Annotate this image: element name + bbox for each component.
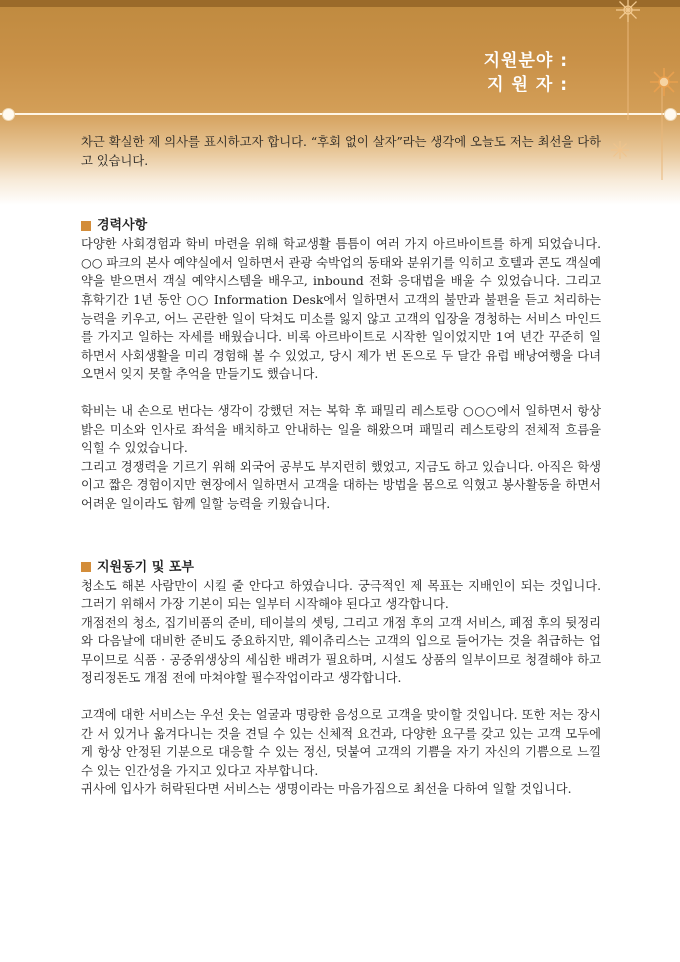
spacer [81,514,601,558]
banner-divider-line [0,113,680,115]
resume-content [81,133,601,799]
career-title-text: 경력사항 [97,218,148,234]
spacer [81,688,601,706]
motivation-section-title [81,558,601,577]
banner-top-line [0,0,680,7]
motivation-paragraph-4: 귀사에 입사가 허락된다면 서비스는 생명이라는 마음가짐으로 최선을 다하여 일할 것입니다. [81,782,572,797]
application-field-label: 지원분야 : [483,51,568,71]
section-square-icon [81,221,91,231]
career-paragraph-2: 학비는 내 손으로 번다는 생각이 강했던 저는 복학 후 패밀리 레스토랑 ○○○에서 일하면서 항상 밝은 미소와 인사로 좌석을 배치하고 안내하는 일을 해왔으며 패밀리 레스토랑의 전체적 흐름을 익힐 수 있었습니다. [81,403,601,456]
career-paragraph-1: 다양한 사회경험과 학비 마련을 위해 학교생활 틈틈이 여러 가지 아르바이트를 하게 되었습니다. ○○ 파크의 본사 예약실에서 일하면서 관광 숙박업의 동태와 분위기를 익히고 호텔과 콘도 객실예약을 받으면서 객실 예약시스템을 배우고, inbound 전화 응대법을 배울 수 있었습니다. 그리고 휴학기간 1년 동안 ○○ Information Desk에서 일하면서 고객의 불만과 불편을 듣고 처리하는 능력을 키우고, 어느 곤란한 일이 닥쳐도 미소를 잃지 않고 고객의 입장을 경청하는 서비스 마인드를 가지고 일하는 자세를 배웠습니다. 비록 아르바이트로 시작한 일이었지만 1여 년간 꾸준히 일하면서 사회생활을 미리 경험해 볼 수 있었고, 당시 제가 번 돈으로 두 달간 유럽 배낭여행을 다녀오면서 잊지 못할 추억을 만들기도 했습니다. [81,237,601,382]
motivation-paragraph-2: 개점전의 청소, 집기비품의 준비, 테이블의 셋팅, 그리고 개점 후의 고객 서비스, 폐점 후의 뒷정리와 다음날에 대비한 준비도 중요하지만, 웨이츄리스는 고객의 입으로 들어가는 것을 취급하는 업무이므로 식품 · 공중위생상의 세심한 배려가 필요하며, 시설도 상품의 일부이므로 청결해야 하고 정리정돈도 개점 전에 마쳐야할 필수작업이라고 생각합니다. [81,615,601,686]
section-square-icon [81,562,91,572]
spacer [81,170,601,216]
intro-paragraph: 차근 확실한 제 의사를 표시하고자 합니다. “후회 없이 살자”라는 생각에 오늘도 저는 최선을 다하고 있습니다. [81,135,601,168]
spacer [81,384,601,402]
applicant-name-label: 지 원 자 : [487,75,568,95]
divider-dot-left [2,108,15,121]
career-section-title [81,216,601,235]
career-paragraph-3: 그리고 경쟁력을 기르기 위해 외국어 공부도 부지런히 했었고, 지금도 하고 있습니다. 아직은 학생이고 짧은 경험이지만 현장에서 일하면서 고객을 대하는 방법을 몸으로 익혔고 봉사활동을 하면서 어려운 일이라도 함께 일할 능력을 키웠습니다. [81,459,601,511]
motivation-title-text: 지원동기 및 포부 [97,559,194,575]
motivation-paragraph-3: 고객에 대한 서비스는 우선 웃는 얼굴과 명랑한 음성으로 고객을 맞이할 것입니다. 또한 저는 장시간 서 있거나 옮겨다니는 것을 견딜 수 있는 신체적 요건과, 다양한 요구를 갖고 있는 고객 모두에게 항상 안정된 기분으로 대응할 수 있는 정신, 덧붙여 고객의 기쁨을 자기 자신의 기쁨으로 느낄 수 있는 인간성을 가지고 있다고 자부합니다. [81,708,601,778]
flower-decoration-icon [600,0,680,200]
motivation-paragraph-1: 청소도 해본 사람만이 시킬 줄 안다고 하였습니다. 궁극적인 제 목표는 지배인이 되는 것입니다. 그러기 위해서 가장 기본이 되는 일부터 시작해야 된다고 생각합니다. [81,578,601,612]
